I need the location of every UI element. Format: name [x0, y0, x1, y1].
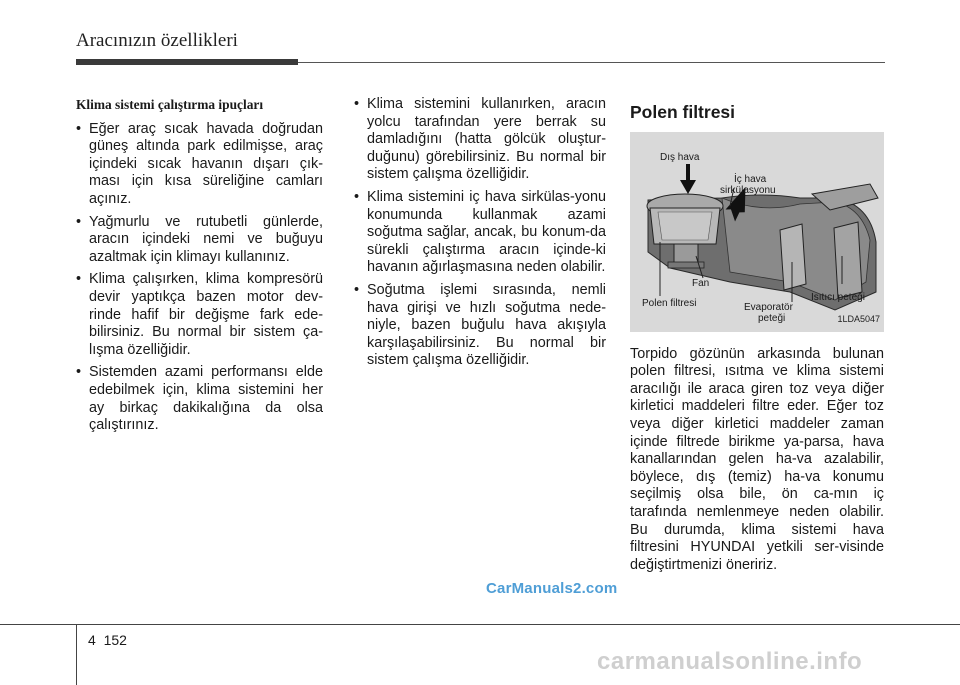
section-subheading: Klima sistemi çalıştırma ipuçları [76, 97, 264, 112]
label-heater-core: Isıtıcı peteği [811, 291, 865, 303]
label-evaporator-1: Evaporatör [744, 301, 793, 313]
page-header-title: Aracınızın özellikleri [76, 30, 238, 51]
label-pollen-filter: Polen filtresi [642, 297, 697, 309]
footer-site-watermark: carmanualsonline.info [597, 648, 863, 675]
list-item: • Sistemden azami performansı elde edebilmek için, klima sistemini her ay birkaç dakikalığına da olsa çalıştırınız. [76, 364, 323, 434]
chapter-number: 4 [88, 632, 96, 648]
page-number [88, 632, 127, 648]
label-recirculation-2: sirkülasyonu [720, 184, 776, 196]
list-item: • Klima çalışırken, klima kompresörü devir yaptıkça bazen motor dev-rinde hafif bir değişme fark ede-bilirsiniz. Bu normal bir sistem ça-lışma özelliğidir. [76, 271, 323, 359]
footer-rule [0, 624, 960, 625]
tips-list-continued [354, 96, 606, 370]
section-title: Polen filtresi [630, 102, 736, 122]
watermark-link[interactable]: CarManuals2.com [486, 580, 618, 597]
page-number-value: 152 [103, 632, 127, 648]
label-recirculation-1: İç hava [734, 173, 767, 185]
label-fan: Fan [692, 277, 710, 289]
list-item: • Klima sistemini kullanırken, aracın yolcu tarafından yere berrak su damladığını (hatta gölcük oluştur-duğunu) görebilirsiniz. Bu normal bir sistem çalışma özelliğidir. [354, 96, 606, 184]
header-rule-thick [76, 59, 298, 65]
pollen-filter-paragraph: Torpido gözünün arkasında bulunan polen filtresi, ısıtma ve klima sistemi aracılığı ile araca giren toz veya diğer kirletici maddeleri filtre eder. Eğer toz veya diğer kirletici maddeler zaman içinde filtrede birikme ya-parsa, hava kanallarından gelen ha-va azalabilir, böylece, dış (temiz) ha-va konumu seçilmiş olsa bile, ön ca-mın iç tarafında nemlenmeye neden olabilir. Bu durumda, klima sistemi hava filtresini HYUNDAI yetkili ser-visinde değiştirtmenizi öneririz. [630, 345, 884, 573]
label-evaporator-2: peteği [758, 312, 786, 324]
column-2 [354, 96, 606, 375]
header-rule-thin [298, 62, 885, 63]
footer-divider [76, 624, 77, 685]
label-outside-air: Dış hava [660, 151, 700, 163]
list-item: • Yağmurlu ve rutubetli günlerde, aracın içindeki nemi ve buğuyu azaltmak için klimayı kullanınız. [76, 214, 323, 267]
list-item: • Eğer araç sıcak havada doğrudan güneş altında park edilmişse, araç içindeki sıcak havanın dışarı çık-ması için kısa süreliğine camları açınız. [76, 121, 323, 209]
figure-id: 1LDA5047 [837, 314, 880, 324]
list-item: • Soğutma işlemi sırasında, nemli hava girişi ve hızlı soğutma nede-niyle, bazen buğulu hava akışıyla karşılaşabilirsiniz. Bu normal bir sistem çalışma özelliğidir. [354, 282, 606, 370]
tips-list [76, 121, 323, 435]
list-item: • Klima sistemini iç hava sirkülas-yonu konumunda kullanmak azami soğutma sağlar, ancak, bu konum-da sürekli çalıştırma aracın içinde-ki havanın ağırlaşmasına neden olabilir. [354, 189, 606, 277]
column-1 [76, 96, 323, 440]
column-3 [630, 96, 884, 574]
pollen-filter-diagram [630, 132, 884, 332]
